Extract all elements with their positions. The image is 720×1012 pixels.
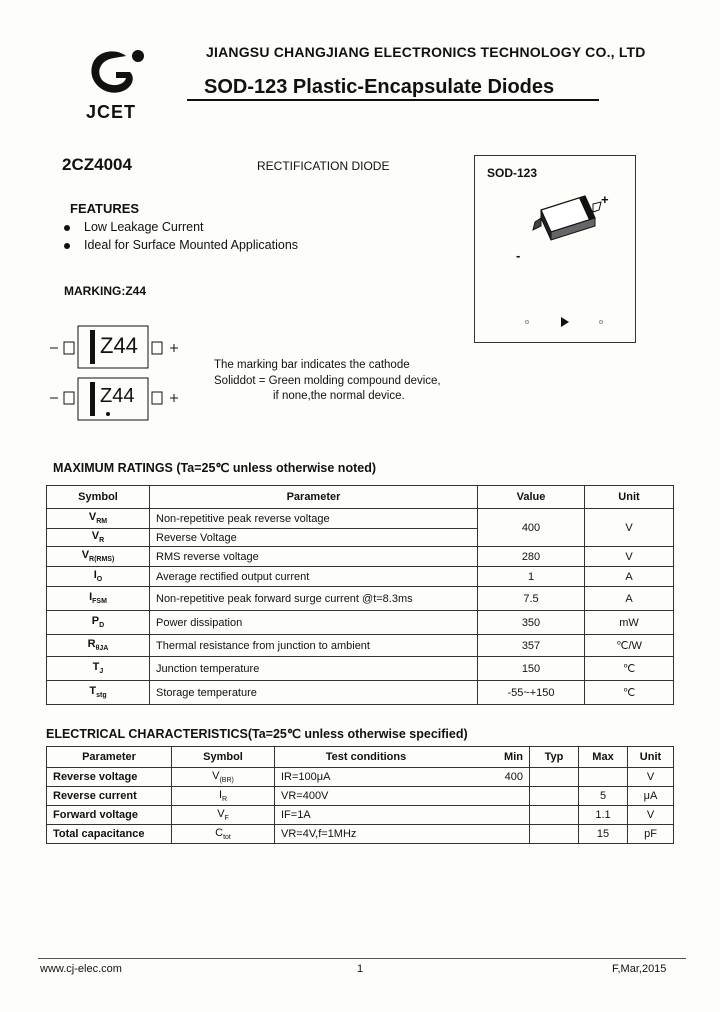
col-header: Unit xyxy=(628,747,674,768)
marking-note: The marking bar indicates the cathode xyxy=(214,359,410,371)
table-row: $T_J$ Junction temperature 150 ℃ xyxy=(47,657,674,681)
part-subtitle: RECTIFICATION DIODE xyxy=(257,159,390,173)
electrical-table xyxy=(46,746,674,844)
col-header: Max xyxy=(579,747,628,768)
col-header: Test conditions xyxy=(275,747,458,768)
feature-item: Low Leakage Current xyxy=(64,220,204,234)
footer-date: F,Mar,2015 xyxy=(612,963,667,975)
col-header: Symbol xyxy=(172,747,275,768)
package-name: SOD-123 xyxy=(487,166,538,180)
max-ratings-title: MAXIMUM RATINGS (Ta=25℃ unless otherwise noted) xyxy=(53,461,376,475)
table-row: Forward voltage $V_F$ IF=1A 1.1 V xyxy=(47,806,674,825)
table-row: $V_{R(RMS)}$ RMS reverse voltage 280 V xyxy=(47,547,674,567)
marking-note: Soliddot = Green molding compound device, xyxy=(214,375,441,387)
anode-plus-label: + xyxy=(601,192,609,207)
feature-item: Ideal for Surface Mounted Applications xyxy=(64,238,298,252)
table-row: $V_{RM}$ Non-repetitive peak reverse voltage 400 V xyxy=(47,509,674,529)
marking-code-bottom: Z44 xyxy=(100,385,135,407)
company-name: JIANGSU CHANGJIANG ELECTRONICS TECHNOLOGY CO., LTD xyxy=(206,44,646,60)
title-rule xyxy=(187,99,599,101)
max-ratings-table xyxy=(46,485,674,705)
table-row: Total capacitance $C_{tot}$ VR=4V,f=1MHz 15 pF xyxy=(47,825,674,844)
product-line-title: SOD-123 Plastic-Encapsulate Diodes xyxy=(204,76,555,98)
footer-url[interactable]: www.cj-elec.com xyxy=(40,963,122,975)
cathode-minus-label: - xyxy=(516,248,521,263)
table-row: $R_{\theta JA}$ Thermal resistance from junction to ambient 357 ℃/W xyxy=(47,635,674,657)
table-row: Reverse voltage $V_{(BR)}$ IR=100μA 400 V xyxy=(47,768,674,787)
part-number: 2CZ4004 xyxy=(62,155,132,174)
col-header: Min xyxy=(457,747,530,768)
col-header: Value xyxy=(478,486,585,509)
page-number: 1 xyxy=(357,963,364,975)
table-row: $I_{FSM}$ Non-repetitive peak forward surge current @t=8.3ms 7.5 A xyxy=(47,587,674,611)
col-header: Parameter xyxy=(150,486,478,509)
col-header: Typ xyxy=(530,747,579,768)
table-row: Reverse current $I_R$ VR=400V 5 μA xyxy=(47,787,674,806)
marking-note: if none,the normal device. xyxy=(273,390,405,402)
electrical-title: ELECTRICAL CHARACTERISTICS(Ta=25℃ unless otherwise specified) xyxy=(46,727,468,741)
marking-label: MARKING:Z44 xyxy=(64,284,147,298)
jcet-logo-icon xyxy=(86,46,148,102)
sod123-package-icon xyxy=(475,156,635,342)
logo-text: JCET xyxy=(86,102,137,122)
package-drawing-box xyxy=(474,155,636,343)
bullet-icon xyxy=(64,225,70,231)
table-row: $P_D$ Power dissipation 350 mW xyxy=(47,611,674,635)
table-row: $V_R$ Reverse Voltage xyxy=(47,529,674,547)
col-header: Symbol xyxy=(47,486,150,509)
col-header: Parameter xyxy=(47,747,172,768)
table-row: $I_O$ Average rectified output current 1 A xyxy=(47,567,674,587)
bullet-icon xyxy=(64,243,70,249)
marking-code-top: Z44 xyxy=(100,333,138,358)
features-title: FEATURES xyxy=(70,201,140,216)
table-row: $T_{stg}$ Storage temperature -55~+150 ℃ xyxy=(47,681,674,705)
footer-rule xyxy=(38,958,686,959)
col-header: Unit xyxy=(585,486,674,509)
